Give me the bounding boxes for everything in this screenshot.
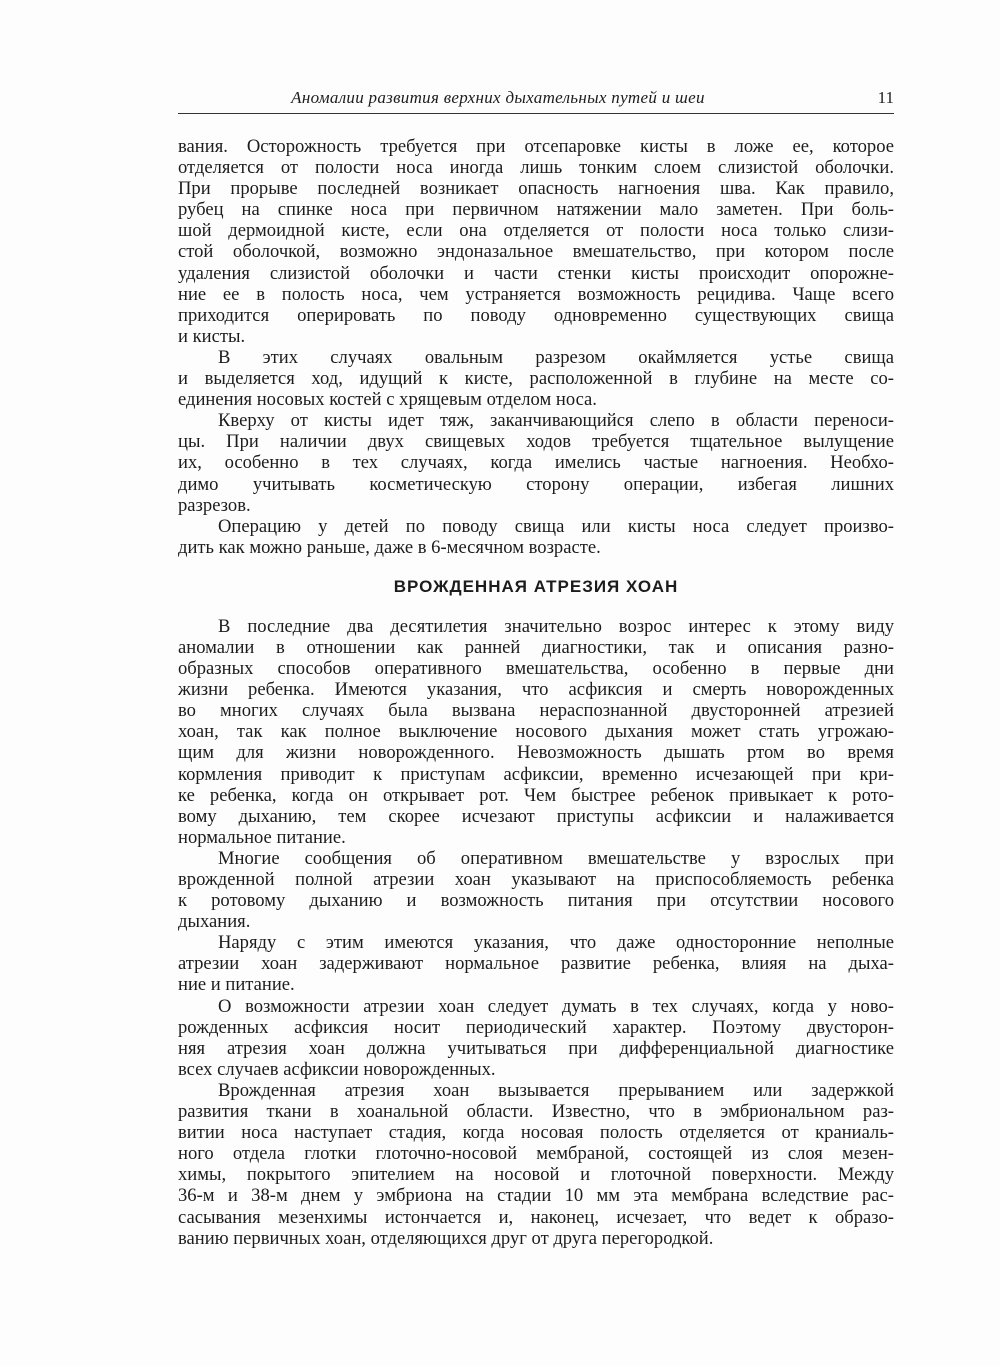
- text-line: ке ребенка, когда он открывает рот. Чем быстрее ребенок привыкает к рото-: [178, 784, 894, 806]
- paragraph: [178, 347, 894, 410]
- text-line: приходится оперировать по поводу одновременно существующих свища: [178, 304, 894, 326]
- text-line: химы, покрытого эпителием на носовой и глоточной поверхности. Между: [178, 1164, 894, 1186]
- text-line: вому дыханию, тем скорее исчезают приступы асфиксии и налаживается: [178, 805, 894, 827]
- text-line: В последние два десятилетия значительно возрос интерес к этому виду: [218, 615, 894, 637]
- text-line: ние и питание.: [178, 974, 295, 996]
- text-line: димо учитывать косметическую сторону операции, избегая лишних: [178, 473, 894, 495]
- header-rule: [178, 113, 894, 114]
- text-line: и кисты.: [178, 325, 246, 347]
- text-line: единения носовых костей с хрящевым отделом носа.: [178, 389, 597, 411]
- text-line: нормальное питание.: [178, 826, 346, 848]
- paragraph: [178, 1080, 894, 1249]
- paragraph: [178, 848, 894, 932]
- text-line: во многих случаях была вызвана нераспознанной двусторонней атрезией: [178, 700, 894, 722]
- paragraph: [178, 410, 894, 515]
- text-line: При прорыве последней возникает опасность нагноения шва. Как правило,: [178, 178, 894, 200]
- text-line: удаления слизистой оболочки и части стенки кисты происходит опорожне-: [178, 262, 894, 284]
- text-line: всех случаев асфиксии новорожденных.: [178, 1058, 496, 1080]
- text-line: шой дермоидной кисте, если она отделяется от полости носа только слизи-: [178, 220, 894, 242]
- text-line: развития ткани в хоанальной области. Известно, что в эмбриональном раз-: [178, 1101, 894, 1123]
- text-line: жизни ребенка. Имеются указания, что асфиксия и смерть новорожденных: [178, 679, 894, 701]
- text-line: врожденной полной атрезии хоан указывают на приспособляемость ребенка: [178, 869, 894, 890]
- paragraph: [178, 516, 894, 558]
- text-line: образных способов оперативного вмешательства, особенно в первые дни: [178, 658, 894, 680]
- paragraph: [178, 996, 894, 1080]
- text-line: цы. При наличии двух свищевых ходов требуется тщательное вылущение: [178, 431, 894, 453]
- text-line: рубец на спинке носа при первичном натяжении мало заметен. При боль-: [178, 199, 894, 221]
- text-line: рожденных асфиксия носит периодический характер. Поэтому двусторон-: [178, 1016, 894, 1038]
- page-number: 11: [877, 88, 894, 107]
- body-text: [178, 136, 894, 1249]
- text-line: вания. Осторожность требуется при отсепаровке кисты в ложе ее, которое: [178, 136, 894, 157]
- text-line: В этих случаях овальным разрезом окаймляется устье свища: [218, 346, 894, 368]
- text-line: Операцию у детей по поводу свища или кисты носа следует произво-: [218, 515, 894, 537]
- paragraph: [178, 136, 894, 347]
- running-header: [178, 88, 894, 112]
- paragraph: [178, 932, 894, 995]
- text-line: их, особенно в тех случаях, когда имелись частые нагноения. Необхо-: [178, 452, 894, 474]
- text-line: витии носа наступает стадия, когда носовая полость отделяется от краниаль-: [178, 1122, 894, 1144]
- text-line: ванию первичных хоан, отделяющихся друг от друга перегородкой.: [178, 1227, 714, 1249]
- text-line: ного отдела глотки глоточно-носовой мембраной, состоящей из слоя мезен-: [178, 1143, 894, 1165]
- text-line: отделяется от полости носа иногда лишь тонким слоем слизистой оболочки.: [178, 157, 894, 179]
- text-line: О возможности атрезии хоан следует думать в тех случаях, когда у ново-: [218, 995, 894, 1017]
- text-line: и выделяется ход, идущий к кисте, расположенной в глубине на месте со-: [178, 368, 894, 390]
- text-line: сасывания мезенхимы истончается и, наконец, исчезает, что ведет к образо-: [178, 1206, 894, 1228]
- running-title: Аномалии развития верхних дыхательных путей и шеи: [291, 88, 705, 107]
- text-line: разрезов.: [178, 494, 251, 516]
- text-line: 36-м и 38-м днем у эмбриона на стадии 10 мм эта мембрана вследствие рас-: [178, 1185, 894, 1207]
- text-line: Наряду с этим имеются указания, что даже односторонние неполные: [218, 932, 894, 954]
- text-line: няя атрезия хоан должна учитываться при дифференциальной диагностике: [178, 1037, 894, 1059]
- text-line: Многие сообщения об оперативном вмешательстве у взрослых при: [218, 847, 894, 869]
- text-line: ние ее в полость носа, чем устраняется возможность рецидива. Чаще всего: [178, 283, 894, 305]
- paragraph: [178, 616, 894, 848]
- section-heading: ВРОЖДЕННАЯ АТРЕЗИЯ ХОАН: [393, 576, 679, 596]
- text-line: стой оболочкой, возможно эндоназальное вмешательство, при котором после: [178, 241, 894, 263]
- text-line: кормления приводит к приступам асфиксии, временно исчезающей при кри-: [178, 763, 894, 785]
- text-line: к ротовому дыханию и возможность питания при отсутствии носового: [178, 890, 894, 912]
- text-line: хоан, так как полное выключение носового дыхания может стать угрожаю-: [178, 721, 894, 743]
- text-line: дить как можно раньше, даже в 6-месячном возрасте.: [178, 536, 601, 558]
- text-line: атрезии хоан задерживают нормальное развитие ребенка, влияя на дыха-: [178, 953, 894, 975]
- text-line: аномалии в отношении как ранней диагностики, так и описания разно-: [178, 636, 894, 658]
- text-line: Врожденная атрезия хоан вызывается прерыванием или задержкой: [218, 1079, 894, 1101]
- text-line: дыхания.: [178, 911, 251, 933]
- text-line: Кверху от кисты идет тяж, заканчивающийся слепо в области переноси-: [218, 410, 894, 432]
- text-line: щим для жизни новорожденного. Невозможность дышать ртом во время: [178, 742, 894, 764]
